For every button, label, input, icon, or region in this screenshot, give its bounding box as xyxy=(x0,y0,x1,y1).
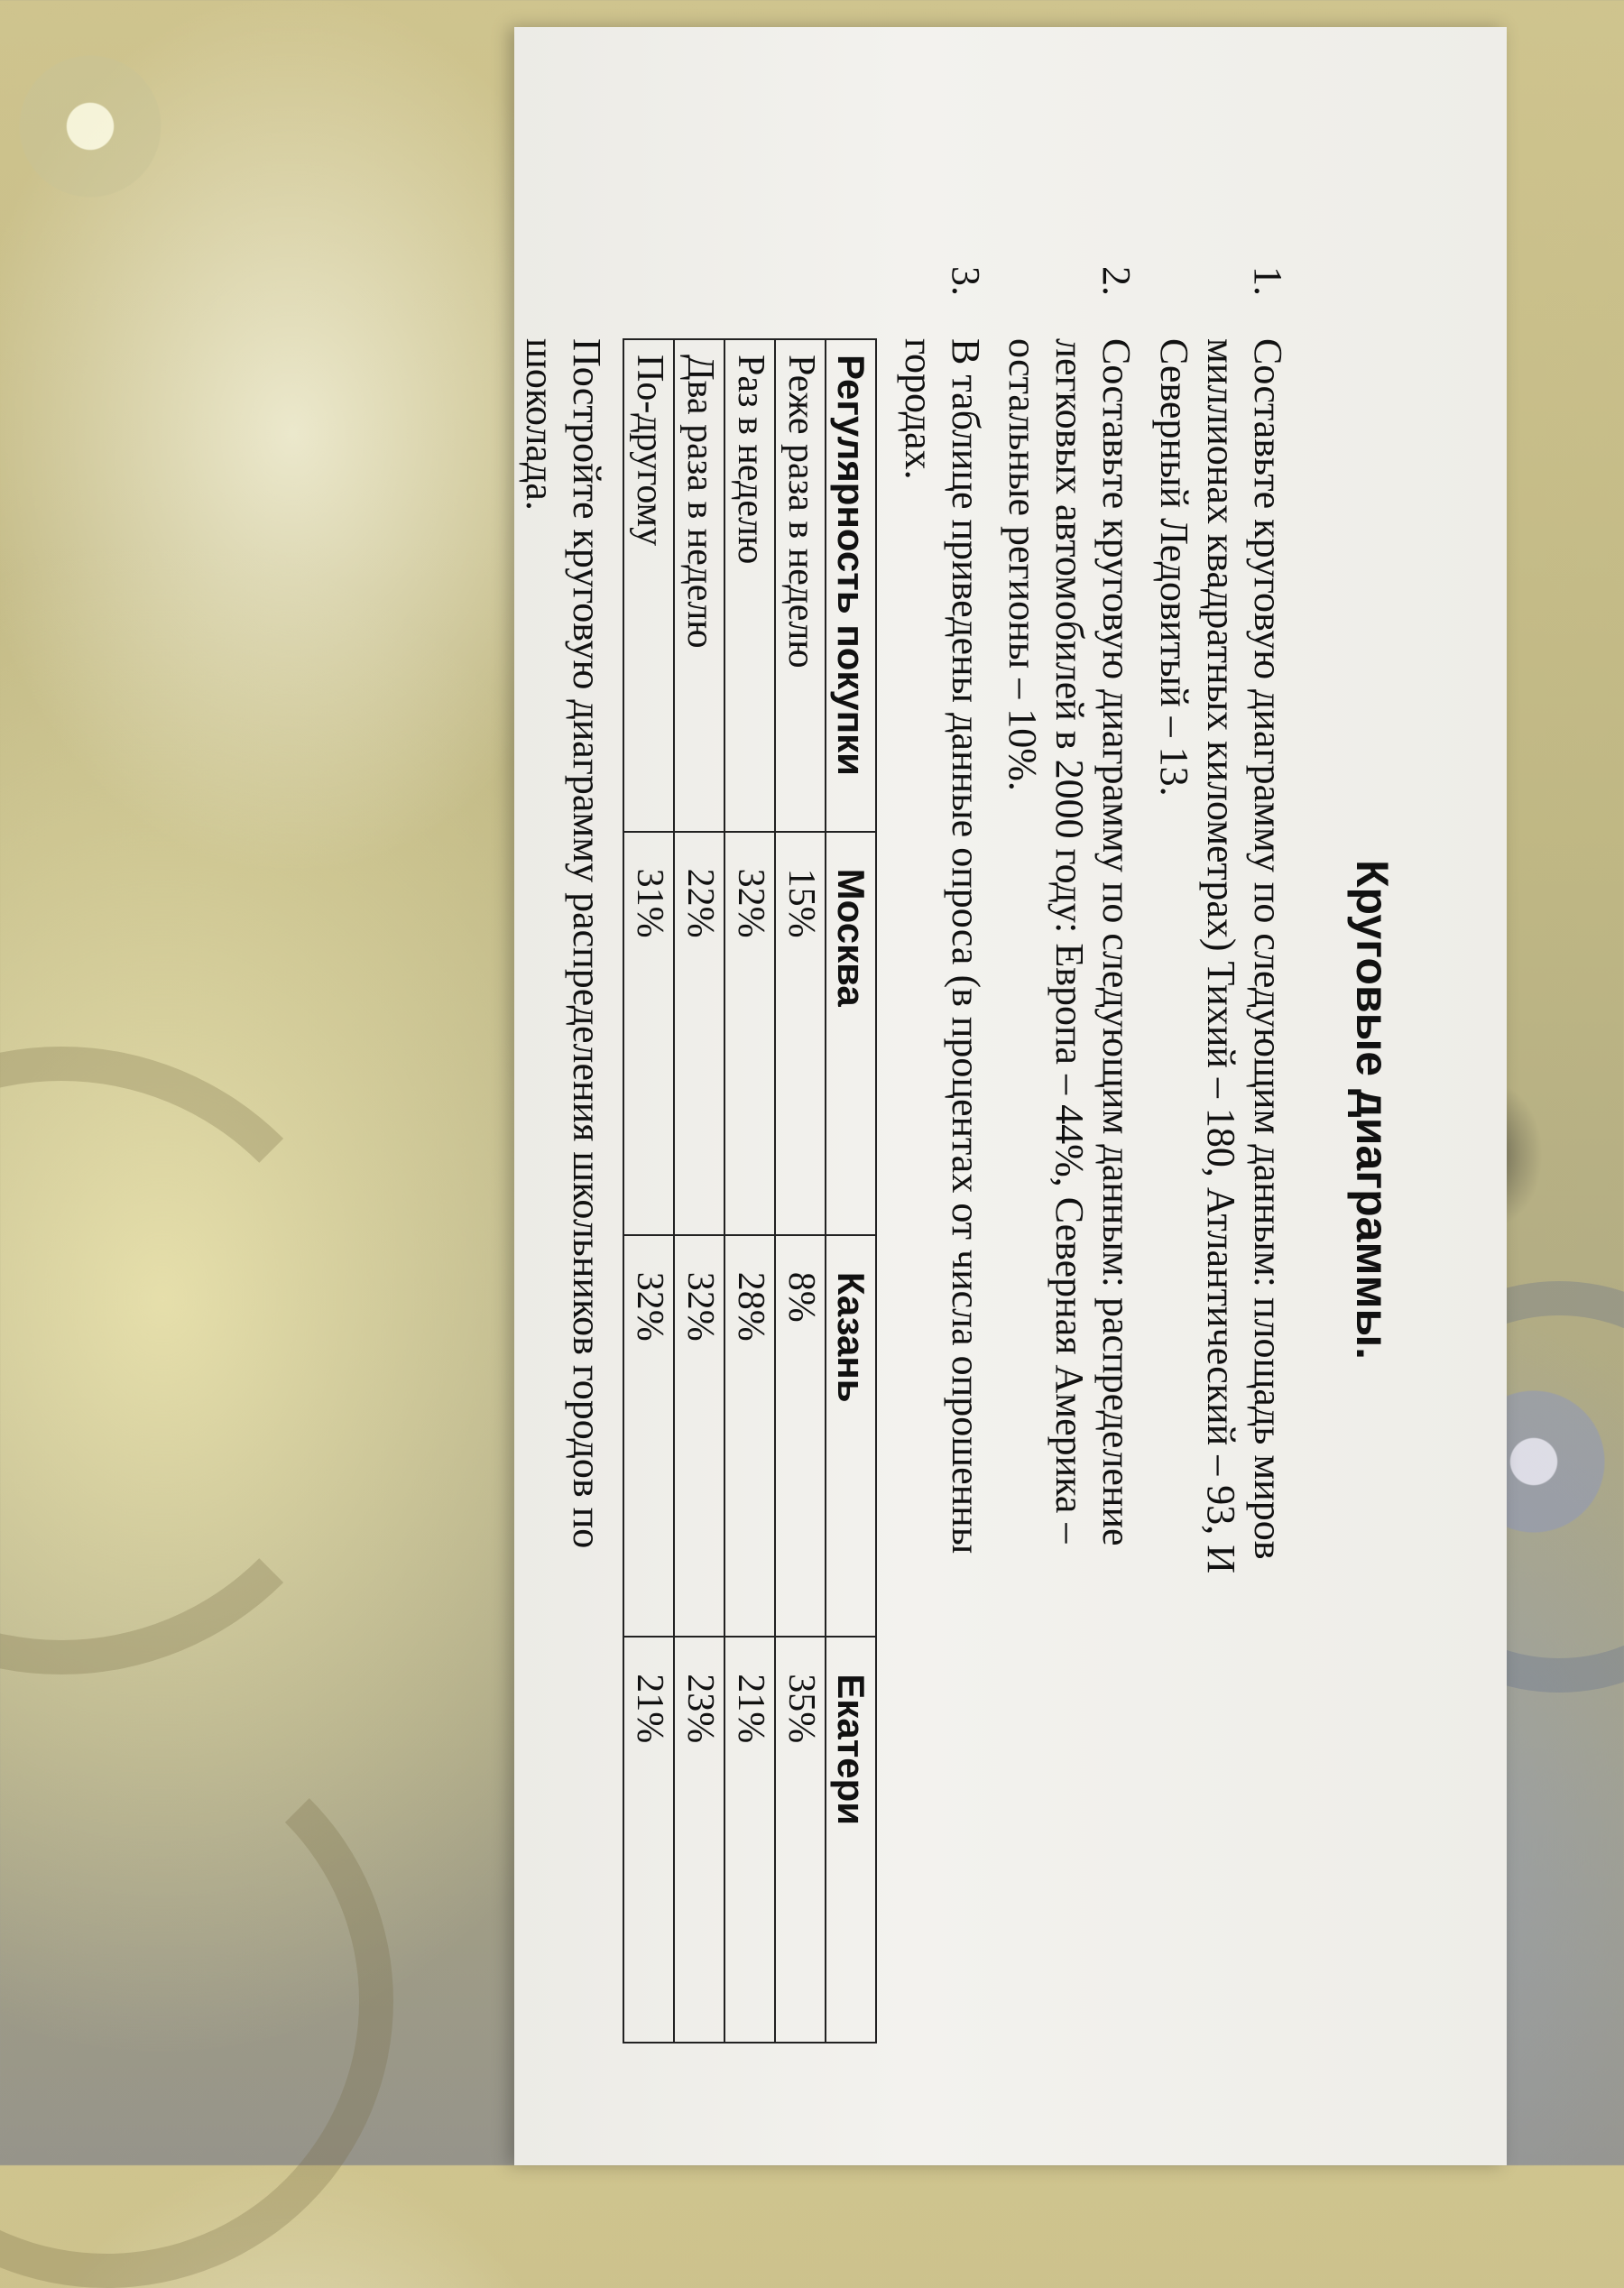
rotated-page xyxy=(517,149,1462,2044)
table-header-row xyxy=(826,339,876,2043)
task-2 xyxy=(1000,266,1140,2044)
table-row xyxy=(674,339,724,2043)
task-line: Составьте круговую диаграмму по следующим данным: распределение xyxy=(1094,338,1140,1546)
table-cell: 28% xyxy=(724,1235,775,1638)
table-header-cell: Москва xyxy=(826,832,876,1235)
wallpaper-swirl xyxy=(0,1714,393,2288)
task-line: В таблице приведены данные опроса (в процентах от числа опрошенны xyxy=(943,338,988,1555)
table-cell: Раз в неделю xyxy=(724,339,775,832)
table-cell: 32% xyxy=(623,1235,674,1638)
task-line: миллионах квадратных километрах) Тихий – 180, Атлантический – 93, И xyxy=(1199,338,1244,1573)
table-cell: 8% xyxy=(775,1235,826,1638)
task-line: Северный Ледовитый – 13. xyxy=(1152,338,1197,797)
task-line: Составьте круговую диаграмму по следующим данным: площадь миров xyxy=(1246,338,1290,1560)
table-cell: 31% xyxy=(623,832,674,1235)
table-cell: 22% xyxy=(674,832,724,1235)
paper-sheet xyxy=(514,27,1507,2165)
page-title: Круговые диаграммы. xyxy=(1347,859,1398,1361)
table-row xyxy=(775,339,826,2043)
table-header-cell: Регулярность покупки xyxy=(826,339,876,832)
table-cell: 15% xyxy=(775,832,826,1235)
task-1 xyxy=(1150,266,1291,2044)
closing-line: шоколада. xyxy=(517,338,562,511)
closing-instruction xyxy=(516,266,610,2044)
table-header-cell: Екатери xyxy=(826,1637,876,2043)
task-number: 2. xyxy=(1094,266,1140,296)
table-cell: 32% xyxy=(724,832,775,1235)
table-cell: По-другому xyxy=(623,339,674,832)
closing-line: Постройте круговую диаграмму распределения школьников городов по xyxy=(564,338,609,1549)
page-content xyxy=(516,266,1398,2044)
table-cell: 23% xyxy=(674,1637,724,2043)
wallpaper-swirl xyxy=(0,1047,375,1674)
task-line: остальные регионы – 10%. xyxy=(1001,338,1046,791)
table-row xyxy=(623,339,674,2043)
table-cell: 21% xyxy=(724,1637,775,2043)
table-cell: 32% xyxy=(674,1235,724,1638)
table-row xyxy=(724,339,775,2043)
task-line: легковых автомобилей в 2000 году: Европа – 44%, Северная Америка – xyxy=(1047,338,1093,1544)
table-cell: Два раза в неделю xyxy=(674,339,724,832)
wallpaper-flower xyxy=(0,36,180,217)
task-number: 3. xyxy=(943,266,988,296)
task-3 xyxy=(895,266,989,2044)
table-cell: 21% xyxy=(623,1637,674,2043)
table-cell: 35% xyxy=(775,1637,826,2043)
task-line: городах. xyxy=(896,338,941,480)
task-number: 1. xyxy=(1246,266,1290,296)
survey-table xyxy=(623,338,877,2044)
table-cell: Реже раза в неделю xyxy=(775,339,826,832)
table-header-cell: Казань xyxy=(826,1235,876,1638)
